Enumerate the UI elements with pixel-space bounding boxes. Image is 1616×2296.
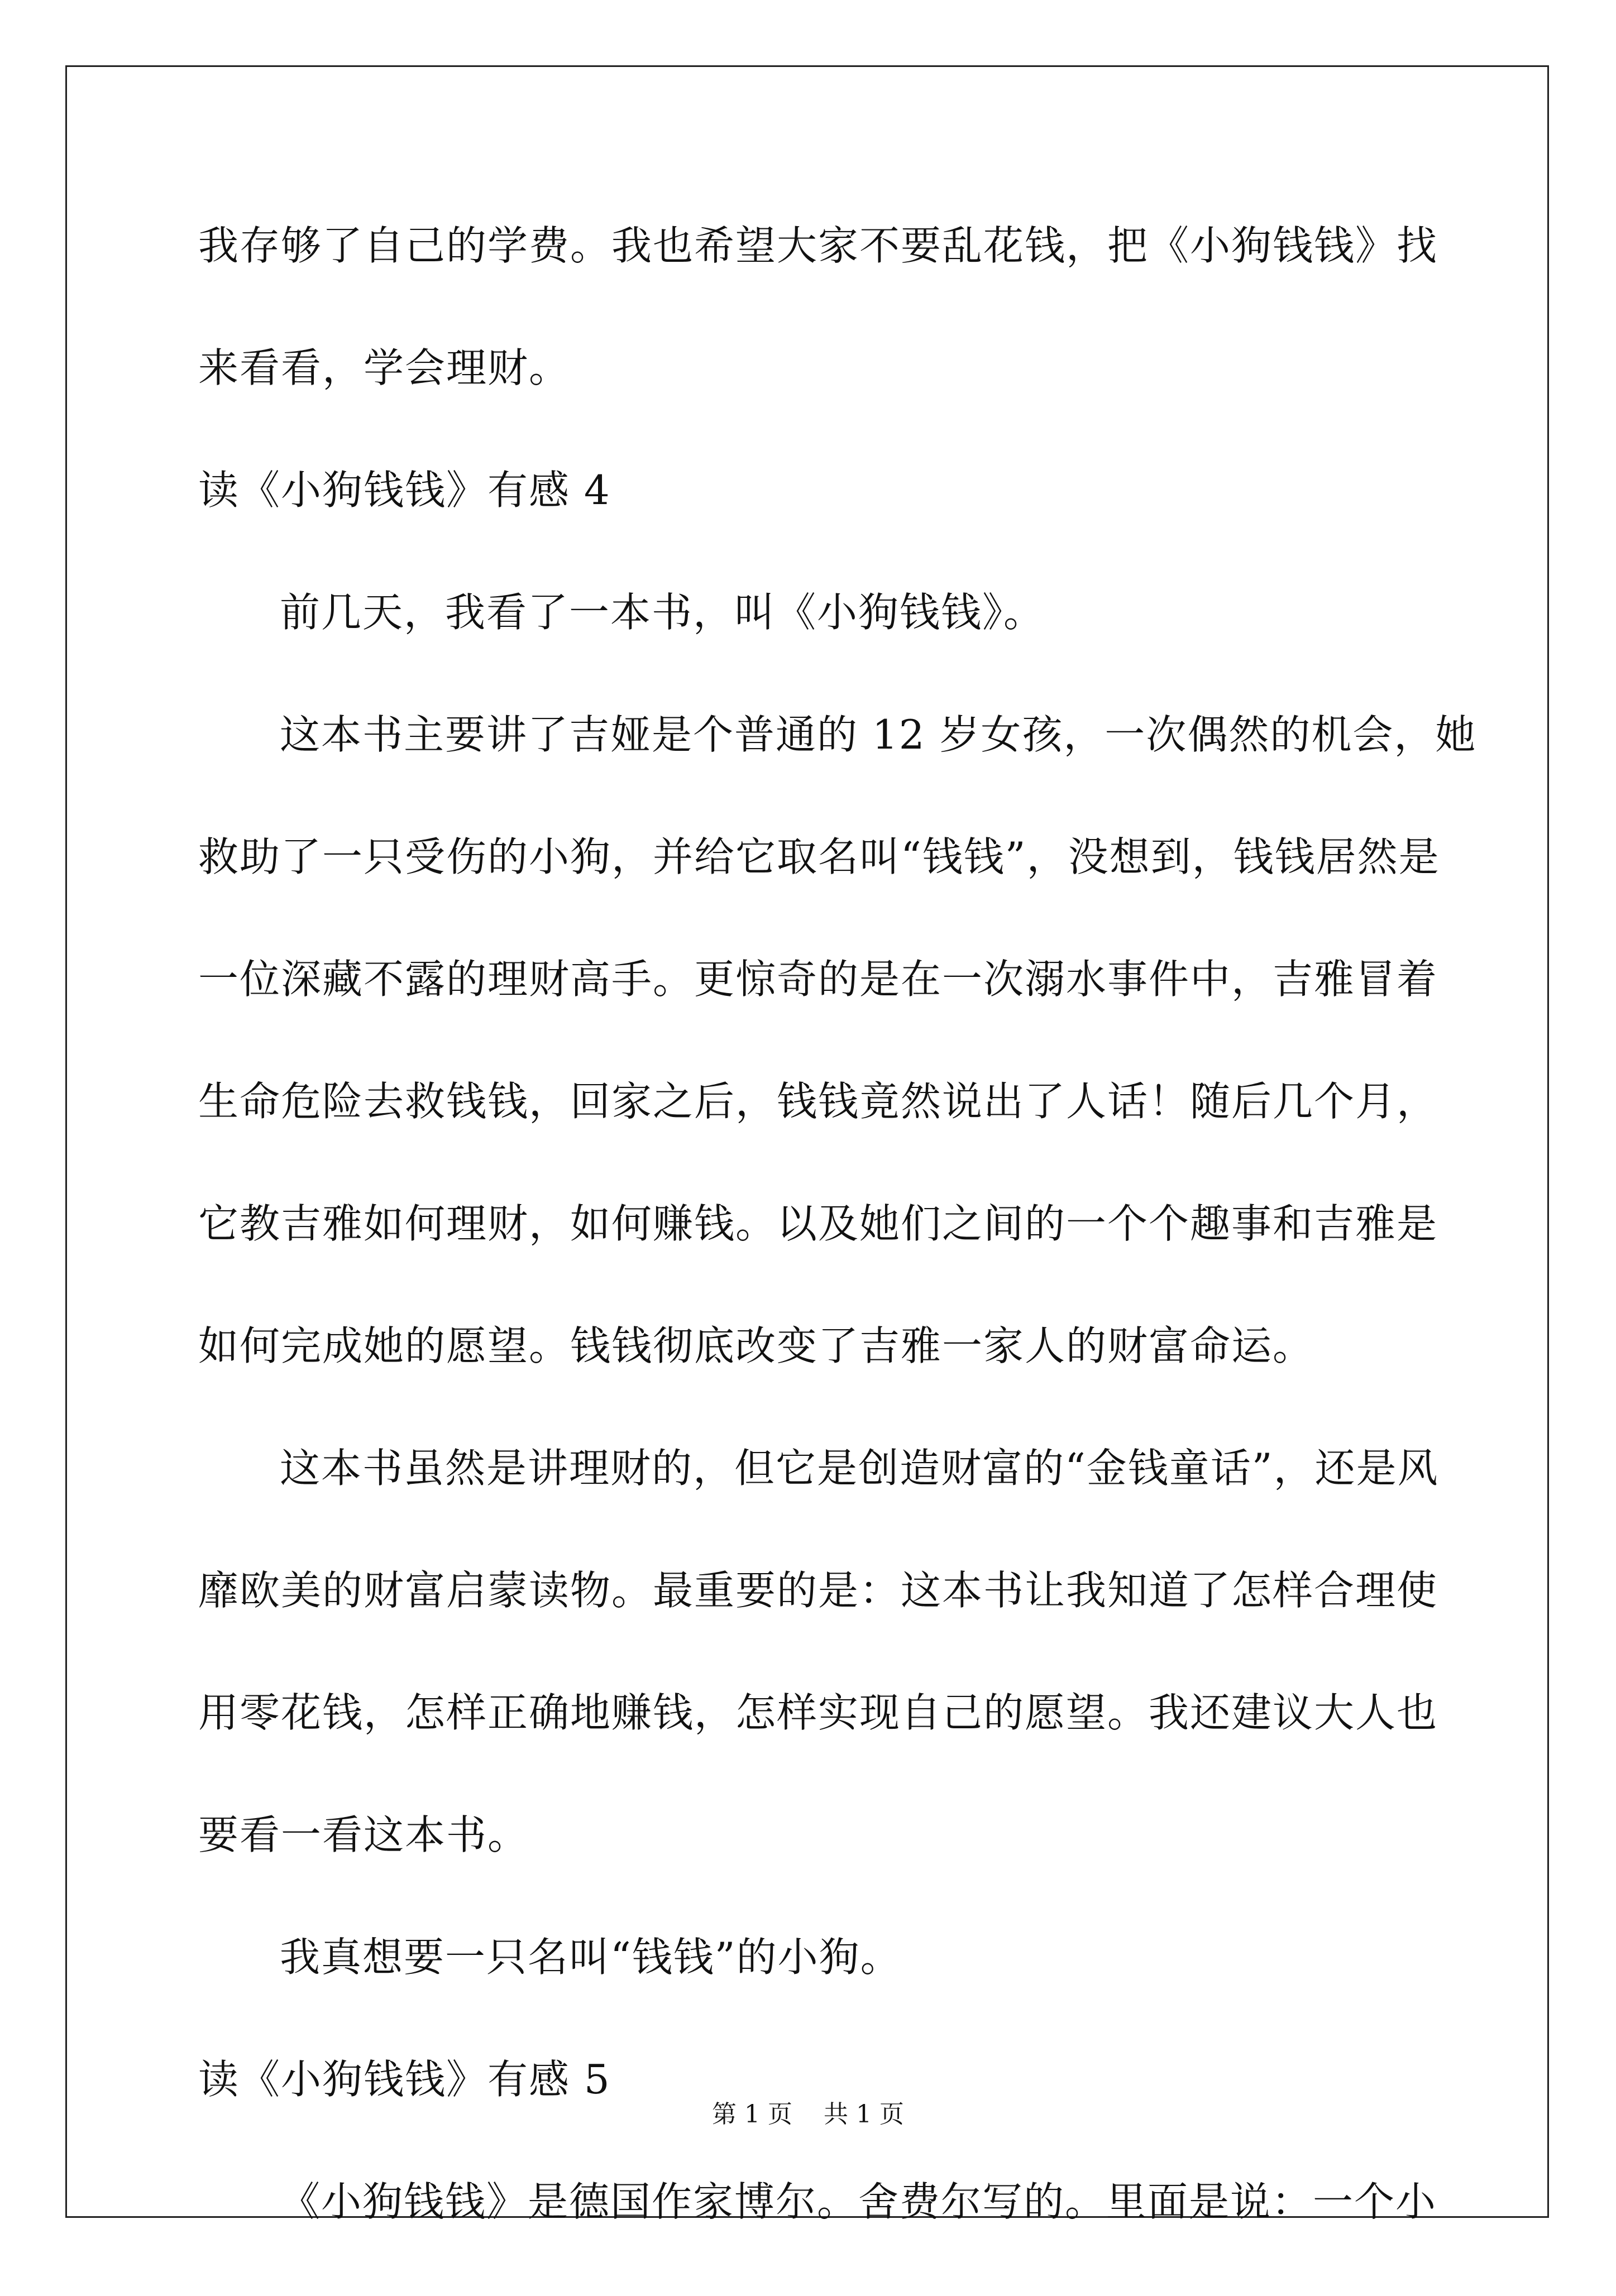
paragraph-line: 来看看，学会理财。: [198, 344, 571, 391]
paragraph-line: 一位深藏不露的理财高手。更惊奇的是在一次溺水事件中，吉雅冒着: [198, 956, 1438, 1003]
paragraph-line: 靡欧美的财富启蒙读物。最重要的是：这本书让我知道了怎样合理使: [198, 1567, 1438, 1614]
paragraph-line: 这本书虽然是讲理财的，但它是创造财富的“金钱童话”，还是风: [280, 1445, 1439, 1492]
paragraph-line: 用零花钱，怎样正确地赚钱，怎样实现自己的愿望。我还建议大人也: [198, 1689, 1438, 1736]
page-number-footer: 第 1 页 共 1 页: [712, 2100, 904, 2129]
paragraph-line: 这本书主要讲了吉娅是个普通的 12 岁女孩，一次偶然的机会，她: [280, 711, 1477, 758]
section-heading: 读《小狗钱钱》有感 5: [198, 2056, 611, 2103]
paragraph-line: 它教吉雅如何理财，如何赚钱。以及她们之间的一个个趣事和吉雅是: [198, 1200, 1438, 1247]
section-heading: 读《小狗钱钱》有感 4: [198, 467, 611, 514]
paragraph-line: 要看一看这本书。: [198, 1811, 529, 1858]
paragraph-line: 生命危险去救钱钱，回家之后，钱钱竟然说出了人话！随后几个月，: [198, 1078, 1438, 1125]
paragraph-line: 我存够了自己的学费。我也希望大家不要乱花钱，把《小狗钱钱》找: [198, 222, 1438, 269]
paragraph-line: 如何完成她的愿望。钱钱彻底改变了吉雅一家人的财富命运。: [198, 1322, 1314, 1369]
paragraph-line: 我真想要一只名叫“钱钱”的小狗。: [280, 1934, 902, 1981]
paragraph-line: 《小狗钱钱》是德国作家博尔。舍费尔写的。里面是说：一个小: [280, 2178, 1437, 2225]
paragraph-line: 救助了一只受伤的小狗，并给它取名叫“钱钱”，没想到，钱钱居然是: [198, 833, 1440, 880]
paragraph-line: 前几天，我看了一本书，叫《小狗钱钱》。: [280, 589, 1045, 636]
document-body: [198, 218, 1477, 2296]
